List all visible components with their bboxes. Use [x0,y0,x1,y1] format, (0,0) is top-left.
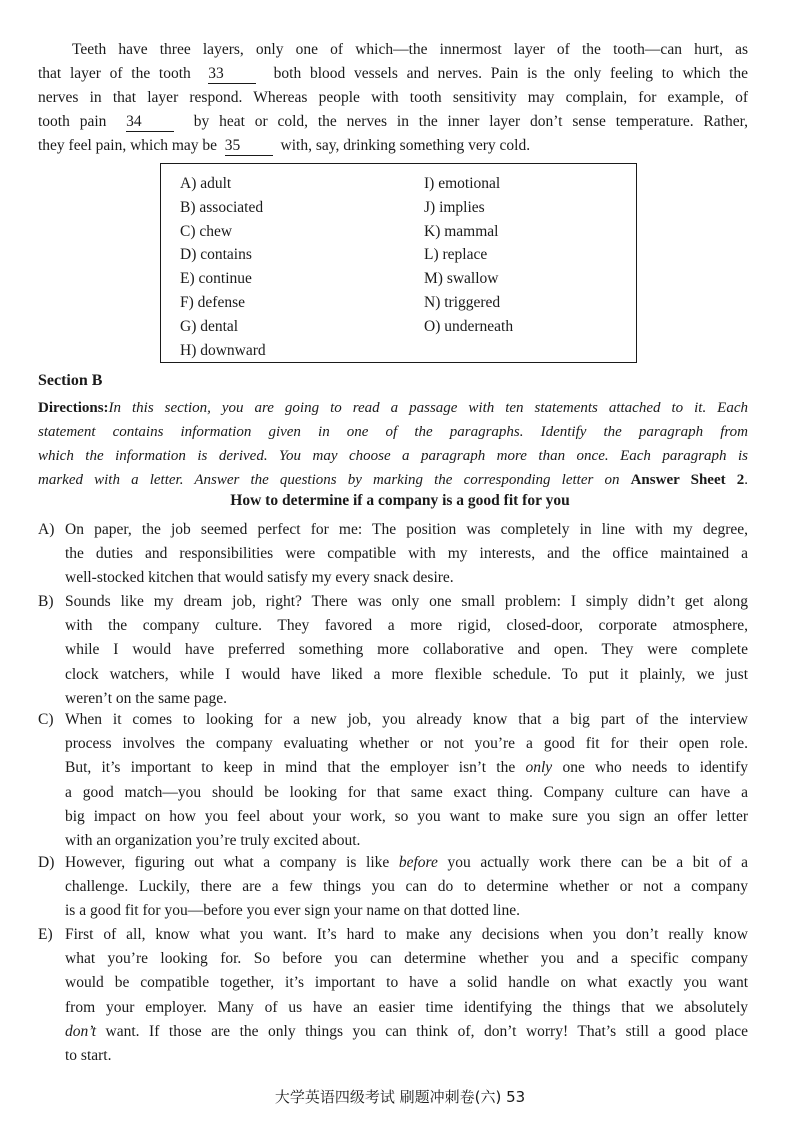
page-footer: 大学英语四级考试 刷题冲刺卷(六) 53 [274,1088,526,1106]
article-title: How to determine if a company is a good fit for you [230,492,570,509]
paragraph-line: is a good fit for you—before you ever sign your name on that dotted line. [65,902,520,920]
directions-line: marked with a letter. Answer the questions by marking the corresponding letter on Answer Sheet 2. [38,472,748,488]
blank-33: 33 [208,65,256,84]
blank-34: 34 [126,113,174,132]
paragraph-e [38,923,748,1068]
word-option: C) chew [180,222,233,240]
paragraph-line: would be compatible together, it’s important to have a solid handle on what exactly you want [65,974,748,992]
section-title: Section B [38,372,103,389]
directions-line: Directions:In this section, you are going to read a passage with ten statements attached to it. Each [38,400,748,416]
paragraph-label: E) [38,926,53,943]
intro-line: nerves in that layer respond. Whereas people with tooth sensitivity may complain, for example, of [38,89,748,106]
word-option: M) swallow [424,270,499,288]
word-option: B) associated [180,198,264,216]
word-option: O) underneath [424,317,514,335]
word-option: I) emotional [424,175,501,192]
paragraph-line: But, it’s important to keep in mind that the employer isn’t the only one who needs to identify [65,759,749,777]
word-option: J) implies [424,198,485,216]
word-option: H) downward [180,341,266,359]
paragraph-line: the duties and responsibilities were compatible with my interests, and the office maintained a [65,545,748,563]
directions-line: which the information is derived. You may choose a paragraph more than once. Each paragraph is [38,448,748,464]
paragraph-d [38,851,748,924]
paragraph-line: E) First of all, know what you want. It’s hard to make any decisions when you don’t really know [38,923,748,947]
paragraph-label: C) [38,711,54,728]
emphasis: only [525,759,553,777]
intro-line: that layer of the tooth 33 both blood vessels and nerves. Pain is the only feeling to which the [38,65,749,82]
intro-line: they feel pain, which may be 35 with, say, drinking something very cold. [38,137,531,154]
paragraph-line: what you’re looking for. So before you can determine whether you and a specific company [65,950,748,968]
paragraph-line: weren’t on the same page. [65,689,227,707]
directions [38,396,748,492]
paragraph-line: with the company culture. They favored a more rigid, closed-door, corporate atmosphere, [65,617,748,635]
intro-line: tooth pain 34 by heat or cold, the nerves in the inner layer don’t sense temperature. Rather, [38,113,749,130]
word-option: L) replace [424,246,488,264]
paragraph-b [38,590,748,711]
paragraph-line: process involves the company evaluating whether or not you’re a good fit for their open role. [65,735,748,753]
word-option: D) contains [180,246,252,264]
paragraph-line: D) However, figuring out what a company is like before you actually work there can be a bit of a [38,851,748,875]
paragraph-label: D) [38,854,55,871]
answer-sheet-ref: Answer Sheet 2 [630,472,745,488]
word-option: E) continue [180,270,252,288]
paragraph-a [38,518,748,591]
word-option: N) triggered [424,293,501,311]
word-bank-left-column [180,172,266,362]
paragraph-line: B) Sounds like my dream job, right? There was only one small problem: I simply didn’t get along [38,590,748,614]
paragraph-line: challenge. Luckily, there are a few things you can do to determine whether or not a company [65,878,748,896]
word-option: F) defense [180,293,245,311]
paragraph-line: from your employer. Many of us have an easier time identifying the things that we absolutely [65,998,748,1016]
paragraph-line: clock watchers, while I would have liked a more flexible schedule. To put it plainly, we just [65,665,748,683]
intro-line: Teeth have three layers, only one of which—the innermost layer of the tooth—can hurt, as [72,41,748,58]
paragraph-label: B) [38,593,54,610]
word-bank-right-column [424,172,513,339]
paragraph-line: with an organization you’re truly excited about. [65,831,361,849]
paragraph-line: while I would have preferred something more collaborative and open. They were complete [65,641,748,659]
paragraph-line: to start. [65,1046,112,1064]
paragraph-line: C) When it comes to looking for a new job, you already know that a big part of the interview [38,708,748,732]
paragraph-c [38,708,748,853]
paragraph-line: well-stocked kitchen that would satisfy my every snack desire. [65,569,454,587]
word-option: K) mammal [424,222,499,240]
directions-line: statement contains information given in one of the paragraphs. Identify the paragraph from [38,424,748,440]
word-bank [160,163,637,363]
emphasis: don’t [65,1022,96,1040]
directions-label: Directions: [38,400,109,416]
word-option: G) dental [180,317,239,335]
paragraph-line: A) On paper, the job seemed perfect for me: The position was completely in line with my degree, [38,518,748,542]
emphasis: before [398,854,438,871]
blank-35: 35 [225,137,273,156]
paragraph-label: A) [38,521,55,538]
intro-passage [38,38,748,158]
paragraph-line: a good match—you should be looking for that same exact thing. Company culture can have a [65,783,748,801]
paragraph-line: big impact on how you feel about your work, so you want to make sure you sign an offer letter [65,807,748,825]
paragraph-line: don’t want. If those are the only things you can think of, don’t worry! That’s still a good place [65,1022,749,1040]
word-option: A) adult [180,175,232,192]
